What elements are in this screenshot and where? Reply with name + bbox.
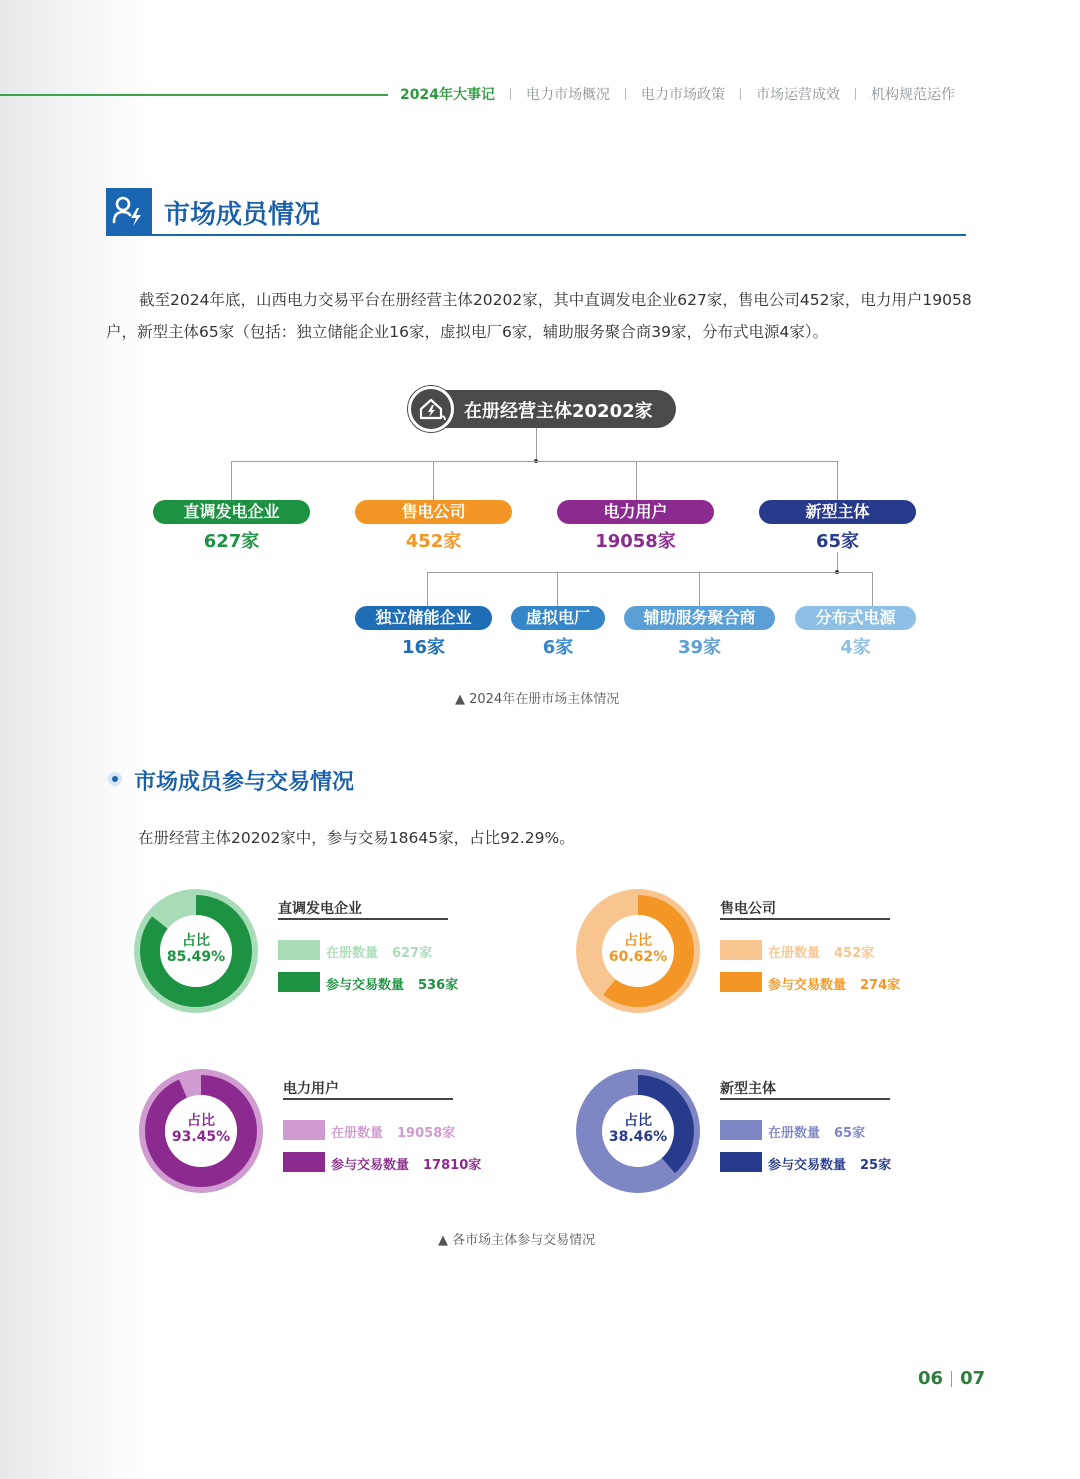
section-title: 市场成员情况 bbox=[164, 200, 321, 230]
org-root-label: 在册经营主体20202家 bbox=[464, 401, 653, 422]
legend-registered-text bbox=[768, 1122, 865, 1141]
legend-title: 新型主体 bbox=[720, 1081, 776, 1097]
connector bbox=[231, 461, 838, 462]
legend-participating-text bbox=[768, 974, 900, 993]
donut-chart bbox=[575, 888, 701, 1014]
org-node-storage-value: 16家 bbox=[401, 637, 446, 658]
page-left: 06 bbox=[918, 1368, 944, 1389]
legend-registered-swatch bbox=[720, 940, 762, 960]
subsection-title: 市场成员参与交易情况 bbox=[134, 770, 355, 795]
org-node-new-entities: 新型主体 bbox=[759, 500, 916, 524]
legend-participating-value: 274家 bbox=[860, 978, 901, 993]
org-node-users-value: 19058家 bbox=[595, 531, 676, 552]
legend-participating-value: 25家 bbox=[860, 1158, 892, 1173]
legend-registered-swatch bbox=[720, 1120, 762, 1140]
legend-registered-value: 452家 bbox=[834, 946, 875, 961]
connector bbox=[557, 572, 558, 606]
donut-center-label bbox=[138, 1113, 264, 1145]
legend-registered-label: 在册数量 bbox=[768, 946, 821, 961]
connector bbox=[837, 552, 838, 572]
connector bbox=[433, 461, 434, 500]
donut-ratio-label: 占比 bbox=[624, 1113, 652, 1129]
org-root bbox=[410, 390, 676, 428]
org-node-new-entities-value: 65家 bbox=[815, 531, 860, 552]
connector bbox=[427, 572, 873, 573]
user-bolt-icon bbox=[106, 188, 152, 234]
page-right: 07 bbox=[960, 1368, 986, 1389]
org-node-vpp: 虚拟电厂 bbox=[511, 606, 605, 630]
connector bbox=[536, 428, 537, 461]
nav-separator bbox=[510, 88, 511, 100]
legend-registered-label: 在册数量 bbox=[326, 946, 379, 961]
legend-title: 电力用户 bbox=[283, 1081, 339, 1097]
nav-accent-line bbox=[0, 94, 388, 96]
legend-participating-label: 参与交易数量 bbox=[768, 978, 847, 993]
donut-ratio-label: 占比 bbox=[182, 933, 210, 949]
org-node-distributed: 分布式电源 bbox=[795, 606, 916, 630]
nav-separator bbox=[855, 88, 856, 100]
legend-registered-swatch bbox=[283, 1120, 325, 1140]
org-node-generation: 直调发电企业 bbox=[153, 500, 310, 524]
org-node-storage: 独立储能企业 bbox=[355, 606, 492, 630]
legend-registered-text bbox=[768, 942, 874, 961]
donut-percent-value: 38.46% bbox=[608, 1129, 668, 1145]
nav-separator bbox=[625, 88, 626, 100]
org-node-distributed-value: 4家 bbox=[840, 637, 871, 658]
org-node-vpp-value: 6家 bbox=[542, 637, 574, 658]
legend-registered-value: 627家 bbox=[392, 946, 433, 961]
legend-participating-swatch bbox=[278, 972, 320, 992]
legend-rule bbox=[720, 918, 890, 920]
org-chart-caption: ▲ 2024年在册市场主体情况 bbox=[455, 692, 620, 707]
nav-item-operations[interactable]: 机构规范运作 bbox=[870, 87, 955, 103]
org-node-generation-value: 627家 bbox=[203, 531, 260, 552]
legend-registered-label: 在册数量 bbox=[768, 1126, 821, 1141]
intro-paragraph: 截至2024年底，山西电力交易平台在册经营主体20202家，其中直调发电企业627家，售电公司452家，电力用户19058户，新型主体65家（包括：独立储能企业16家，虚拟电厂6家，辅助服务聚合商39家，分布式电源4家）。 bbox=[106, 291, 972, 341]
donut-chart-caption: ▲ 各市场主体参与交易情况 bbox=[438, 1233, 596, 1248]
donut-chart bbox=[133, 888, 259, 1014]
nav-separator bbox=[740, 88, 741, 100]
donut-chart bbox=[575, 1068, 701, 1194]
org-node-aggregator: 辅助服务聚合商 bbox=[624, 606, 775, 630]
donut-percent-value: 60.62% bbox=[608, 949, 668, 965]
legend-participating-text bbox=[768, 1154, 891, 1173]
legend-registered-text bbox=[331, 1122, 455, 1141]
legend-registered-swatch bbox=[278, 940, 320, 960]
org-node-retailer: 售电公司 bbox=[355, 500, 512, 524]
connector bbox=[636, 461, 637, 500]
legend-registered-label: 在册数量 bbox=[331, 1126, 384, 1141]
legend-participating-swatch bbox=[283, 1152, 325, 1172]
legend-participating-swatch bbox=[720, 1152, 762, 1172]
legend-rule bbox=[283, 1098, 453, 1100]
donut-center-label bbox=[575, 933, 701, 965]
nav-item-policy[interactable]: 电力市场政策 bbox=[640, 87, 725, 103]
legend-registered-text bbox=[326, 942, 432, 961]
legend-participating-text bbox=[331, 1154, 481, 1173]
legend-participating-label: 参与交易数量 bbox=[331, 1158, 410, 1173]
donut-percent-value: 85.49% bbox=[166, 949, 226, 965]
legend-participating-text bbox=[326, 974, 458, 993]
legend-participating-value: 17810家 bbox=[423, 1158, 482, 1173]
top-nav bbox=[400, 84, 955, 104]
legend-participating-swatch bbox=[720, 972, 762, 992]
bullet-icon bbox=[108, 772, 122, 786]
connector bbox=[699, 572, 700, 606]
org-node-retailer-value: 452家 bbox=[405, 531, 462, 552]
legend-rule bbox=[720, 1098, 890, 1100]
section-rule bbox=[106, 234, 966, 236]
legend-participating-value: 536家 bbox=[418, 978, 459, 993]
house-power-icon bbox=[408, 386, 454, 432]
org-node-users: 电力用户 bbox=[557, 500, 714, 524]
donut-chart bbox=[138, 1068, 264, 1194]
donut-percent-value: 93.45% bbox=[171, 1129, 231, 1145]
legend-title: 直调发电企业 bbox=[278, 901, 362, 917]
legend-participating-label: 参与交易数量 bbox=[768, 1158, 847, 1173]
nav-item-events[interactable]: 2024年大事记 bbox=[400, 87, 495, 103]
donut-ratio-label: 占比 bbox=[624, 933, 652, 949]
donut-ratio-label: 占比 bbox=[187, 1113, 215, 1129]
donut-center-label bbox=[575, 1113, 701, 1145]
nav-item-results[interactable]: 市场运营成效 bbox=[755, 87, 840, 103]
legend-registered-value: 19058家 bbox=[397, 1126, 456, 1141]
legend-participating-label: 参与交易数量 bbox=[326, 978, 405, 993]
section-header bbox=[106, 188, 966, 236]
nav-item-overview[interactable]: 电力市场概况 bbox=[525, 87, 610, 103]
page-separator bbox=[951, 1371, 952, 1387]
legend-rule bbox=[278, 918, 448, 920]
connector bbox=[231, 461, 232, 500]
connector bbox=[837, 461, 838, 500]
legend-title: 售电公司 bbox=[720, 901, 776, 917]
subsection-text: 在册经营主体20202家中，参与交易18645家，占比92.29%。 bbox=[138, 829, 575, 847]
legend-registered-value: 65家 bbox=[834, 1126, 866, 1141]
connector bbox=[872, 572, 873, 606]
connector bbox=[427, 572, 428, 606]
page-numbers bbox=[918, 1368, 985, 1389]
org-node-aggregator-value: 39家 bbox=[677, 637, 722, 658]
donut-center-label bbox=[133, 933, 259, 965]
